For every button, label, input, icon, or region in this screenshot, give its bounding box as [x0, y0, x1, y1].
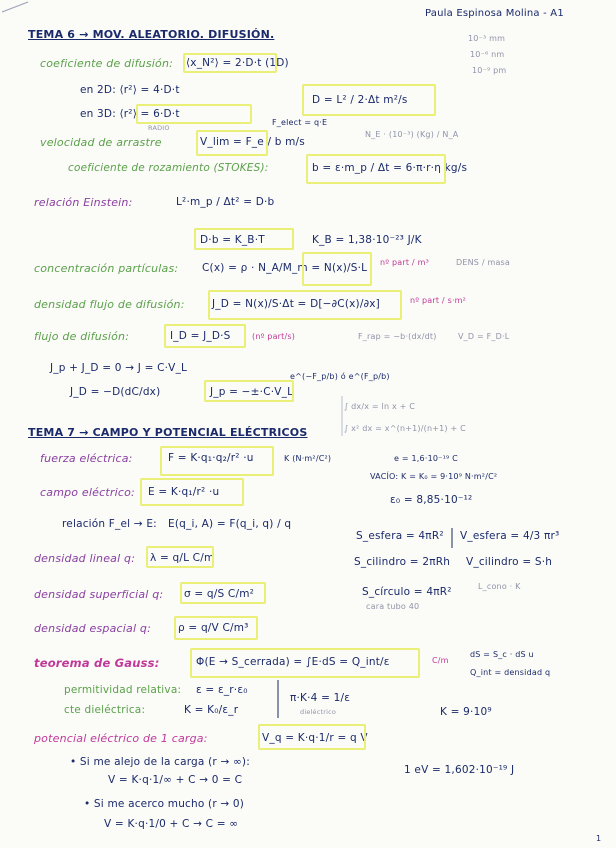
gauss-note-2: Q_int = densidad q	[470, 668, 551, 677]
k-value: K = 9·10⁹	[440, 706, 492, 718]
force-box	[160, 446, 274, 476]
potential-label: potencial eléctrico de 1 carga:	[34, 732, 208, 745]
stokes-box	[306, 154, 446, 184]
coef-difusion-formula: ⟨x_N²⟩ = 2·D·t (1D)	[186, 57, 289, 69]
gauss-note-1: dS = S_c · dS u	[470, 650, 534, 659]
epsilon-zero: ε₀ = 8,85·10⁻¹²	[390, 494, 473, 506]
page-number: 1	[596, 834, 602, 843]
s-esfera: S_esfera = 4πR²	[356, 530, 444, 542]
vel-eq: V_D = F_D·L	[458, 332, 510, 341]
coef-2d: en 2D: ⟨r²⟩ = 4·D·t	[80, 84, 180, 96]
lineal-box	[146, 546, 214, 568]
relation-label: relación F_el → E:	[62, 518, 157, 530]
sum-j: J_p + J_D = 0 → J = C·V_L	[50, 362, 188, 374]
gauss-label: teorema de Gauss:	[34, 656, 160, 670]
conc-box	[302, 252, 372, 286]
v-esfera: V_esfera = 4/3 πr³	[460, 530, 560, 542]
lineal-label: densidad lineal q:	[34, 552, 136, 565]
gauss-units: C/m	[432, 656, 449, 665]
conc-label: concentración partículas:	[34, 262, 179, 275]
k-units: K (N·m²/C²)	[284, 454, 332, 463]
permit-label: permitividad relativa:	[64, 684, 182, 696]
permit-formula: ε = ε_r·ε₀	[196, 684, 248, 696]
einstein-label: relación Einstein:	[34, 196, 133, 209]
einstein-result: D·b = K_B·T	[200, 234, 265, 246]
espacial-label: densidad espacial q:	[34, 622, 152, 635]
integral-1: ∫ dx/x = ln x + C	[344, 402, 416, 411]
field-formula: E = K·q₁/r² ·u	[148, 486, 220, 498]
v-cilindro: V_cilindro = S·h	[466, 556, 553, 568]
dielec-formula: K = K₀/ε_r	[184, 704, 239, 716]
velocity-label: velocidad de arrastre	[40, 136, 162, 149]
far-note-1: • Si me alejo de la carga (r → ∞):	[70, 756, 250, 768]
integral-2: ∫ x² dx = x^(n+1)/(n+1) + C	[344, 424, 466, 433]
einstein-formula: L²·m_p / Δt² = D·b	[176, 196, 275, 208]
field-box	[140, 478, 244, 506]
corner-mark	[2, 2, 28, 12]
flux-formula: I_D = J_D·S	[170, 330, 231, 342]
coef-difusion-label: coeficiente de difusión:	[40, 57, 174, 70]
flux-units: (nº part/s)	[252, 332, 296, 341]
author-name: Paula Espinosa Molina - A1	[425, 8, 564, 19]
near-note-1: • Si me acerco mucho (r → 0)	[84, 798, 245, 810]
tema7-title: TEMA 7 → CAMPO Y POTENCIAL ELÉCTRICOS	[28, 426, 308, 439]
cono-note: L_cono · K	[478, 582, 521, 591]
radio-note: RADIO	[148, 124, 170, 132]
boltzmann: K_B = 1,38·10⁻²³ J/K	[312, 234, 422, 246]
pi-sub: dieléctrico	[300, 708, 337, 716]
flux-label: flujo de difusión:	[34, 330, 130, 343]
electron-volt: 1 eV = 1,602·10⁻¹⁹ J	[404, 764, 515, 776]
superficial-label: densidad superficial q:	[34, 588, 164, 601]
exp-note: e^(−F_p/b) ó e^(F_p/b)	[290, 372, 390, 381]
superficial-formula: σ = q/S C/m²	[184, 588, 255, 600]
vacuum-k: VACÍO: K = K₀ = 9·10⁹ N·m²/C²	[370, 472, 498, 481]
ratio-note: N_E · (10⁻³) (Kg) / N_A	[365, 130, 459, 139]
s-cilindro: S_cilindro = 2πRh	[354, 556, 451, 568]
flux-density-box	[208, 290, 402, 320]
flux-density-label: densidad flujo de difusión:	[34, 298, 185, 311]
espacial-formula: ρ = q/V C/m³	[178, 622, 249, 634]
field-label: campo eléctrico:	[40, 486, 135, 499]
relation-formula: E(q_i, A) = F(q_i, q) / q	[168, 518, 292, 530]
velocity-formula: V_lim = F_e / b m/s	[200, 136, 305, 148]
margin-note-mm: 10⁻³ mm	[468, 34, 506, 43]
force-formula: F = K·q₁·q₂/r² ·u	[168, 452, 254, 464]
flux-density-formula: J_D = N(x)/S·Δt = D[−∂C(x)/∂x]	[212, 298, 380, 310]
gauss-box	[190, 648, 420, 678]
potential-box	[258, 724, 366, 750]
coef-3d: en 3D: ⟨r²⟩ = 6·D·t	[80, 108, 180, 120]
dielec-label: cte dieléctrica:	[64, 704, 146, 716]
tema6-title: TEMA 6 → MOV. ALEATORIO. DIFUSIÓN.	[28, 28, 275, 41]
s-circulo: S_círculo = 4πR²	[362, 586, 452, 598]
superficial-box	[180, 582, 266, 604]
velocity-box	[196, 130, 268, 156]
stokes-label: coeficiente de rozamiento (STOKES):	[68, 162, 269, 174]
flux-box	[164, 324, 246, 348]
force-label: fuerza eléctrica:	[40, 452, 133, 465]
jp-box	[204, 380, 294, 402]
jd-eq: J_D = −D(dC/dx)	[70, 386, 161, 398]
near-note-2: V = K·q·1/0 + C → C = ∞	[104, 818, 239, 830]
coef-highlight	[183, 53, 277, 73]
frap: F_rap = −b·(dx/dt)	[358, 332, 437, 341]
electron-charge: e = 1,6·10⁻¹⁹ C	[394, 454, 458, 463]
einstein-result-box	[194, 228, 294, 250]
f-elect: F_elect = q·E	[272, 118, 328, 127]
jp-eq: J_p = −±·C·V_L	[210, 386, 294, 398]
margin-note-pm: 10⁻⁹ pm	[472, 66, 507, 75]
conc-units: nº part / m³	[380, 258, 429, 267]
conc-note: DENS / masa	[456, 258, 511, 267]
conc-formula: C(x) = ρ · N_A/M_m = N(x)/S·L	[202, 262, 368, 274]
gauss-formula: Φ(E → S_cerrada) = ∫E·dS = Q_int/ε	[196, 656, 390, 668]
D-formula: D = L² / 2·Δt m²/s	[312, 94, 408, 106]
tubo-note: cara tubo 40	[366, 602, 420, 611]
coef-3d-highlight	[136, 104, 252, 124]
lineal-formula: λ = q/L C/m	[150, 552, 215, 564]
D-formula-box	[302, 84, 436, 116]
far-note-2: V = K·q·1/∞ + C → 0 = C	[108, 774, 243, 786]
stokes-formula: b = ε·m_p / Δt = 6·π·r·η kg/s	[312, 162, 468, 174]
pi-note: π·K·4 = 1/ε	[290, 692, 351, 704]
margin-note-nm: 10⁻⁶ nm	[470, 50, 505, 59]
potential-formula: V_q = K·q·1/r = q V	[262, 732, 368, 744]
flux-density-units: nº part / s·m²	[410, 296, 467, 305]
espacial-box	[174, 616, 258, 640]
